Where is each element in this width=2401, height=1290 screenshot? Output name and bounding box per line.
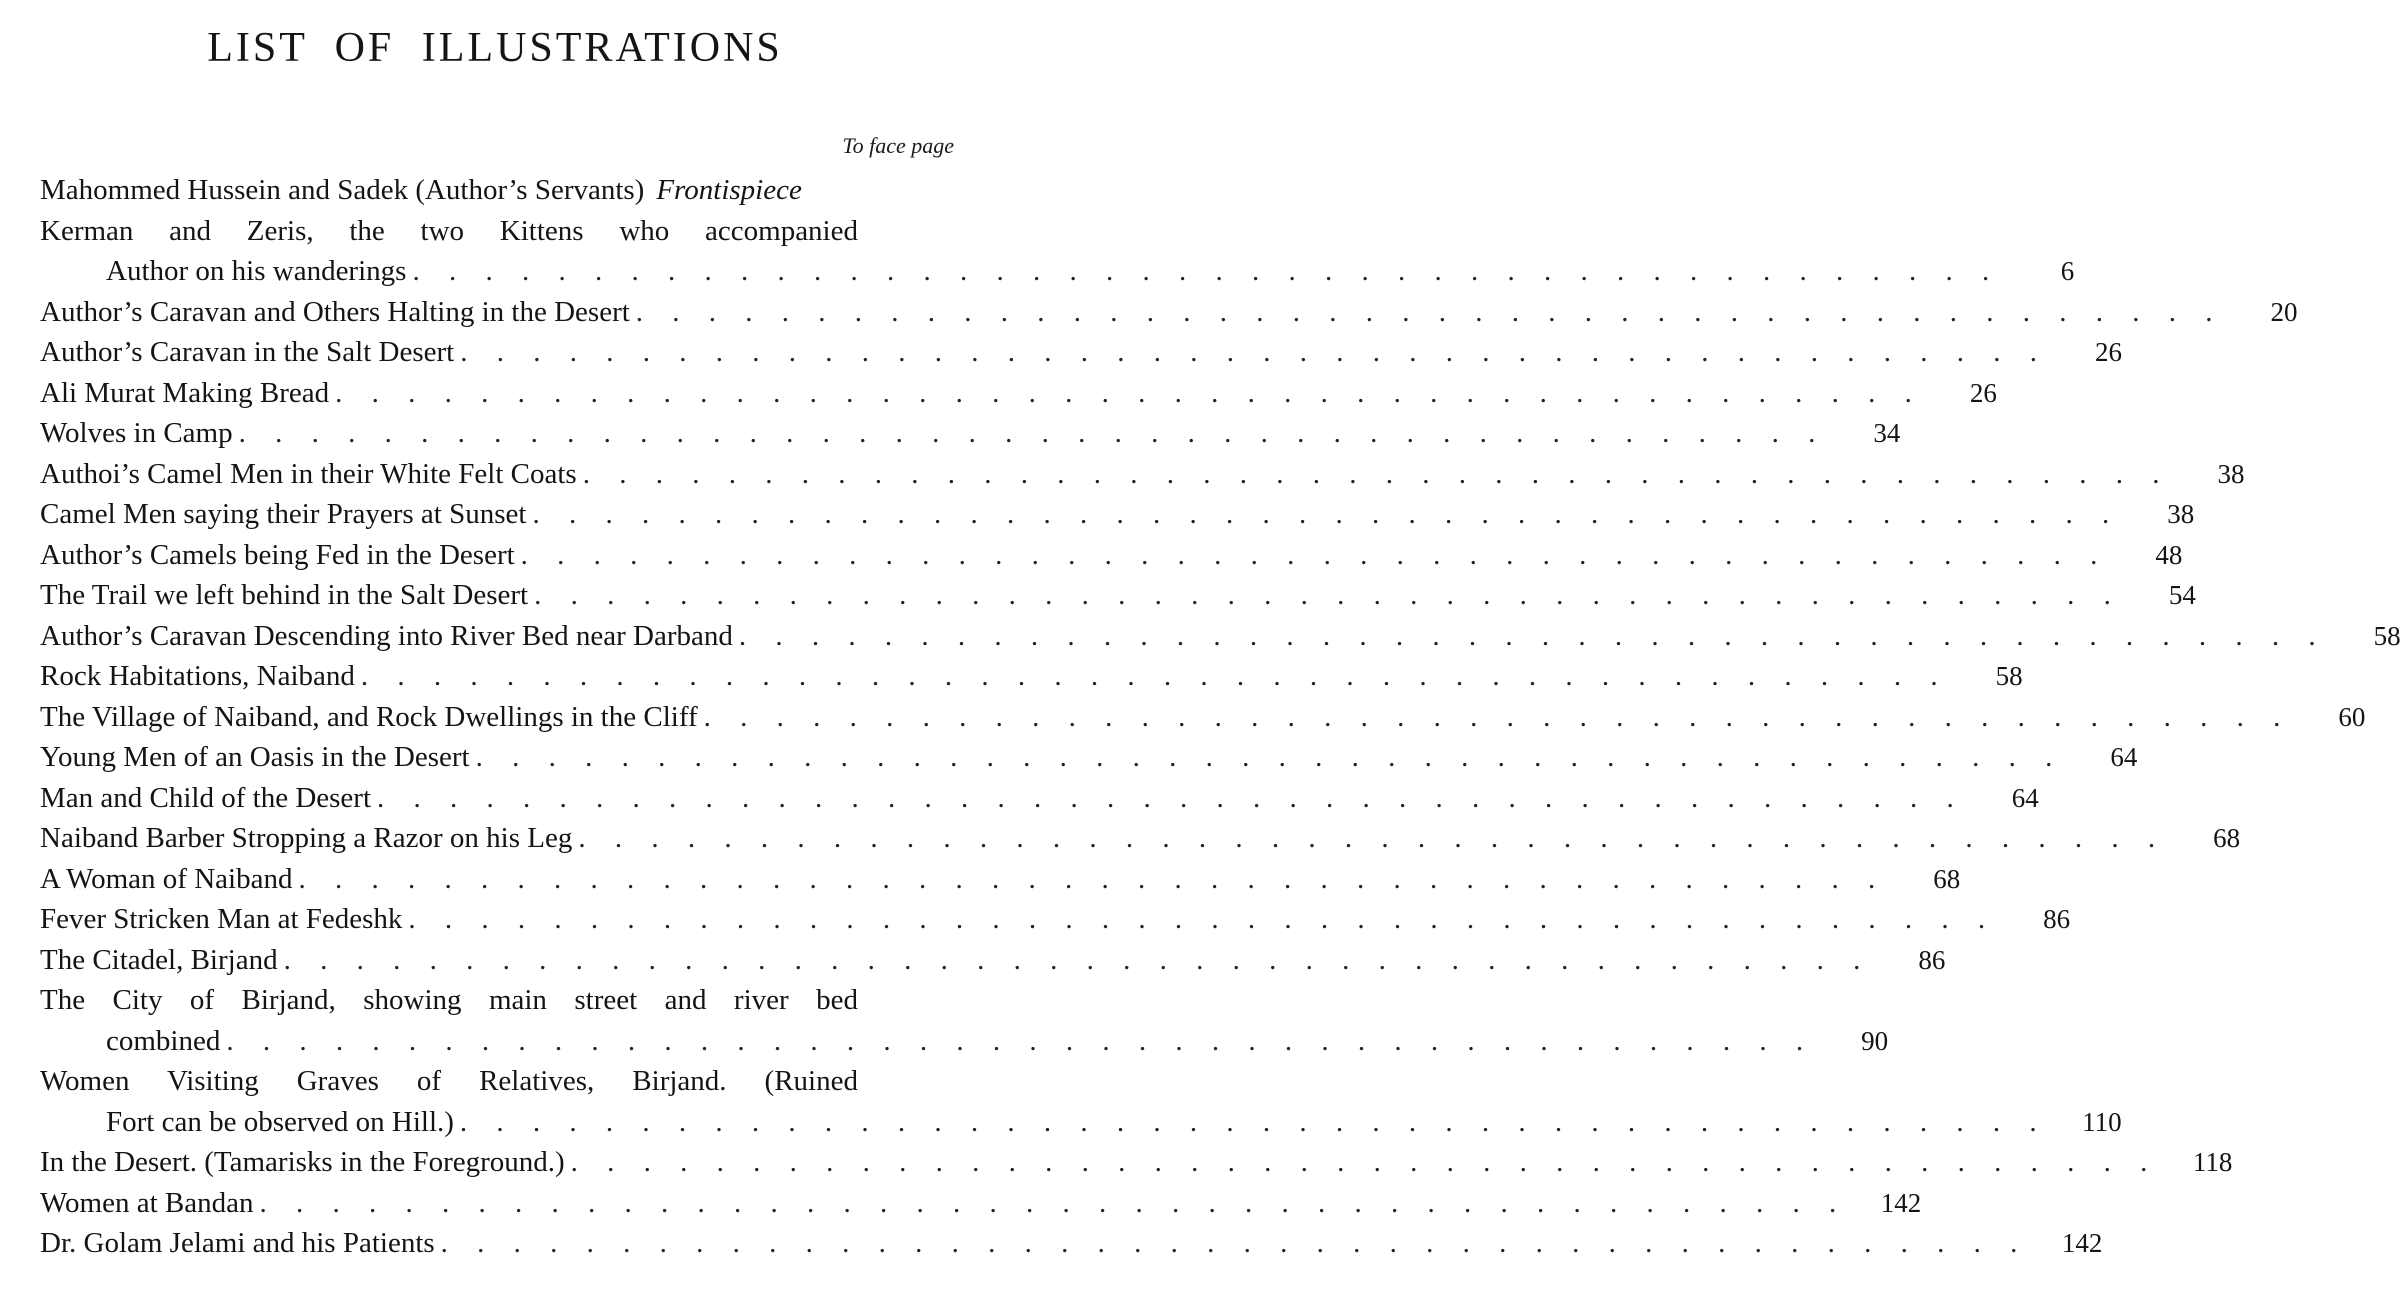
page-number: 64 bbox=[2011, 782, 2039, 813]
leader-dots: . . . . . . . . . . . . . . . . . . . . . . . . . . . . . . . . . . . . . . . . . . . . bbox=[475, 741, 2064, 773]
entry-caption: Camel Men saying their Prayers at Sunset bbox=[40, 498, 527, 530]
entry-caption: Author’s Caravan in the Salt Desert bbox=[40, 336, 455, 368]
entry-caption: The Citadel, Birjand bbox=[40, 943, 278, 976]
illustration-entry bbox=[40, 413, 1901, 454]
illustrations-list bbox=[40, 170, 2401, 1264]
frontispiece-label: Frontispiece bbox=[656, 174, 802, 206]
illustration-entry bbox=[40, 494, 2195, 535]
leader-dots: . . . . . . . . . . . . . . . . . . . . . . . . . . . . . . . . . . . . . . . . . . . . bbox=[408, 903, 1997, 935]
entry-caption: Author’s Caravan Descending into River Bed near Darband bbox=[40, 619, 733, 652]
illustration-entry bbox=[40, 1223, 2103, 1264]
page-number: 54 bbox=[2168, 580, 2196, 610]
column-heading: To face page bbox=[842, 133, 954, 158]
leader-dots: . . . . . . . . . . . . . . . . . . . . . . . . . . . . . . . . . . . . . . . . . . . . bbox=[570, 1146, 2159, 1178]
page-number: 86 bbox=[1918, 944, 1946, 975]
entry-caption: The Trail we left behind in the Salt Desert bbox=[40, 579, 529, 611]
leader-dots: . . . . . . . . . . . . . . . . . . . . . . . . . . . . . . . . . . . . . . . . . . . . bbox=[377, 781, 1965, 814]
entry-caption: The City of Birjand, showing main street and river bed bbox=[40, 984, 858, 1016]
entry-caption-continued: combined bbox=[106, 1024, 221, 1057]
illustration-entry bbox=[40, 1183, 1922, 1224]
illustration-entry bbox=[40, 980, 1889, 1061]
leader-dots: . . . . . . . . . . . . . . . . . . . . . . . . . . . . . . . . . . . . . . . . . . . . bbox=[412, 255, 2001, 287]
illustration-entry bbox=[40, 940, 1946, 981]
illustration-entry bbox=[40, 656, 2023, 697]
entry-caption: Young Men of an Oasis in the Desert bbox=[40, 741, 470, 773]
leader-dots: . . . . . . . . . . . . . . . . . . . . . . . . . . . . . . . . . . . . . . . . . . . . bbox=[635, 295, 2224, 328]
leader-dots: . . . . . . . . . . . . . . . . . . . . . . . . . . . . . . . . . . . . . . . . . . . . bbox=[582, 457, 2171, 490]
leader-dots: . . . . . . . . . . . . . . . . . . . . . . . . . . . . . . . . . . . . . . . . . . . . bbox=[534, 579, 2122, 611]
entry-caption: A Woman of Naiband bbox=[40, 862, 293, 895]
leader-dots: . . . . . . . . . . . . . . . . . . . . . . . . . . . . . . . . . . . . . . . . . . . . bbox=[578, 822, 2167, 854]
entry-caption: Rock Habitations, Naiband bbox=[40, 660, 355, 692]
illustration-entry bbox=[40, 859, 1961, 900]
page-number: 118 bbox=[2192, 1147, 2233, 1177]
page-number: 64 bbox=[2110, 742, 2138, 772]
entry-caption: The Village of Naiband, and Rock Dwellings in the Cliff bbox=[40, 700, 698, 733]
page-number: 142 bbox=[2061, 1228, 2103, 1258]
leader-dots: . . . . . . . . . . . . . . . . . . . . . . . . . . . . . . . . . . . . . . . . . . . . bbox=[738, 619, 2327, 652]
page-number: 6 bbox=[2060, 256, 2075, 286]
page-number: 58 bbox=[1995, 661, 2023, 691]
frontispiece-entry bbox=[40, 170, 956, 211]
leader-dots: . . . . . . . . . . . . . . . . . . . . . . . . . . . . . . . . . . . . . . . . . . . . bbox=[460, 336, 2048, 368]
entry-caption: Fever Stricken Man at Fedeshk bbox=[40, 903, 403, 935]
entry-caption: Authoi’s Camel Men in their White Felt Coats bbox=[40, 457, 577, 490]
leader-dots: . . . . . . . . . . . . . . . . . . . . . . . . . . . . . . . . . . . . . . . . . . . . bbox=[335, 376, 1923, 409]
page-number: 38 bbox=[2167, 499, 2195, 529]
entry-caption: Women at Bandan bbox=[40, 1186, 254, 1219]
illustration-entry bbox=[40, 332, 2122, 373]
illustration-entry bbox=[40, 292, 2298, 333]
leader-dots: . . . . . . . . . . . . . . . . . . . . . . . . . . . . . . . . . . . . . . . . . . . . bbox=[532, 498, 2121, 530]
illustration-entry bbox=[40, 899, 2071, 940]
leader-dots: . . . . . . . . . . . . . . . . . . . . . . . . . . . . . . . . . . . . . . . . . . . . bbox=[360, 660, 1949, 692]
illustration-entry bbox=[40, 211, 2075, 292]
entry-caption: Dr. Golam Jelami and his Patients bbox=[40, 1227, 435, 1259]
leader-dots: . . . . . . . . . . . . . . . . . . . . . . . . . . . . . . . . . . . . . . . . . . . . bbox=[520, 538, 2109, 571]
illustration-entry bbox=[40, 1061, 2122, 1142]
illustration-entry bbox=[40, 697, 2366, 738]
entry-caption: Ali Murat Making Bread bbox=[40, 376, 330, 409]
leader-dots: . . . . . . . . . . . . . . . . . . . . . . . . . . . . . . . . . . . . . . . . . . . . bbox=[283, 943, 1872, 976]
leader-dots: . . . . . . . . . . . . . . . . . . . . . . . . . . . . . . . . . . . . . . . . . . . . bbox=[226, 1024, 1815, 1057]
page-number: 110 bbox=[2082, 1106, 2122, 1137]
page-number: 48 bbox=[2155, 539, 2183, 570]
entry-caption: Man and Child of the Desert bbox=[40, 781, 372, 814]
entry-caption: Author’s Camels being Fed in the Desert bbox=[40, 538, 515, 571]
page-number: 60 bbox=[2338, 701, 2366, 732]
entry-caption: In the Desert. (Tamarisks in the Foreground.) bbox=[40, 1146, 565, 1178]
page-title: LIST OF ILLUSTRATIONS bbox=[207, 25, 783, 71]
entry-caption: Women Visiting Graves of Relatives, Birjand. (Ruined bbox=[40, 1065, 858, 1097]
leader-dots: . . . . . . . . . . . . . . . . . . . . . . . . . . . . . . . . . . . . . . . . . . . . bbox=[703, 700, 2292, 733]
illustration-entry bbox=[40, 818, 2241, 859]
illustration-entry bbox=[40, 778, 2039, 819]
illustration-entry bbox=[40, 737, 2138, 778]
page-number: 26 bbox=[2094, 337, 2122, 367]
leader-dots: . . . . . . . . . . . . . . . . . . . . . . . . . . . . . . . . . . . . . . . . . . . . bbox=[238, 417, 1827, 449]
leader-dots: . . . . . . . . . . . . . . . . . . . . . . . . . . . . . . . . . . . . . . . . . . . . bbox=[459, 1105, 2048, 1138]
illustration-entry bbox=[40, 575, 2196, 616]
entry-caption: Naiband Barber Stropping a Razor on his Leg bbox=[40, 822, 573, 854]
page-number: 26 bbox=[1969, 377, 1997, 408]
illustration-entry bbox=[40, 535, 2183, 576]
page-number: 68 bbox=[1933, 863, 1961, 894]
entry-caption-continued: Author on his wanderings bbox=[106, 255, 407, 287]
entry-caption: Wolves in Camp bbox=[40, 417, 233, 449]
illustration-entry bbox=[40, 616, 2401, 657]
illustration-entry bbox=[40, 373, 1997, 414]
entry-caption-continued: Fort can be observed on Hill.) bbox=[106, 1105, 454, 1138]
leader-dots: . . . . . . . . . . . . . . . . . . . . . . . . . . . . . . . . . . . . . . . . . . . . bbox=[440, 1227, 2029, 1259]
page-number: 86 bbox=[2043, 904, 2071, 934]
page-number: 34 bbox=[1873, 418, 1901, 448]
page-number: 38 bbox=[2217, 458, 2245, 489]
page-number: 142 bbox=[1880, 1187, 1922, 1218]
page-number: 58 bbox=[2373, 620, 2401, 651]
entry-caption: Mahommed Hussein and Sadek (Author’s Servants) bbox=[40, 174, 645, 206]
leader-dots: . . . . . . . . . . . . . . . . . . . . . . . . . . . . . . . . . . . . . . . . . . . . bbox=[259, 1186, 1848, 1219]
page-number: 90 bbox=[1861, 1025, 1889, 1056]
entry-caption: Kerman and Zeris, the two Kittens who accompanied bbox=[40, 214, 858, 247]
entry-caption: Author’s Caravan and Others Halting in the Desert bbox=[40, 295, 630, 328]
page-number: 20 bbox=[2270, 296, 2298, 327]
page-number: 68 bbox=[2213, 823, 2241, 853]
leader-dots: . . . . . . . . . . . . . . . . . . . . . . . . . . . . . . . . . . . . . . . . . . . . bbox=[298, 862, 1887, 895]
illustration-entry bbox=[40, 454, 2245, 495]
illustration-entry bbox=[40, 1142, 2233, 1183]
